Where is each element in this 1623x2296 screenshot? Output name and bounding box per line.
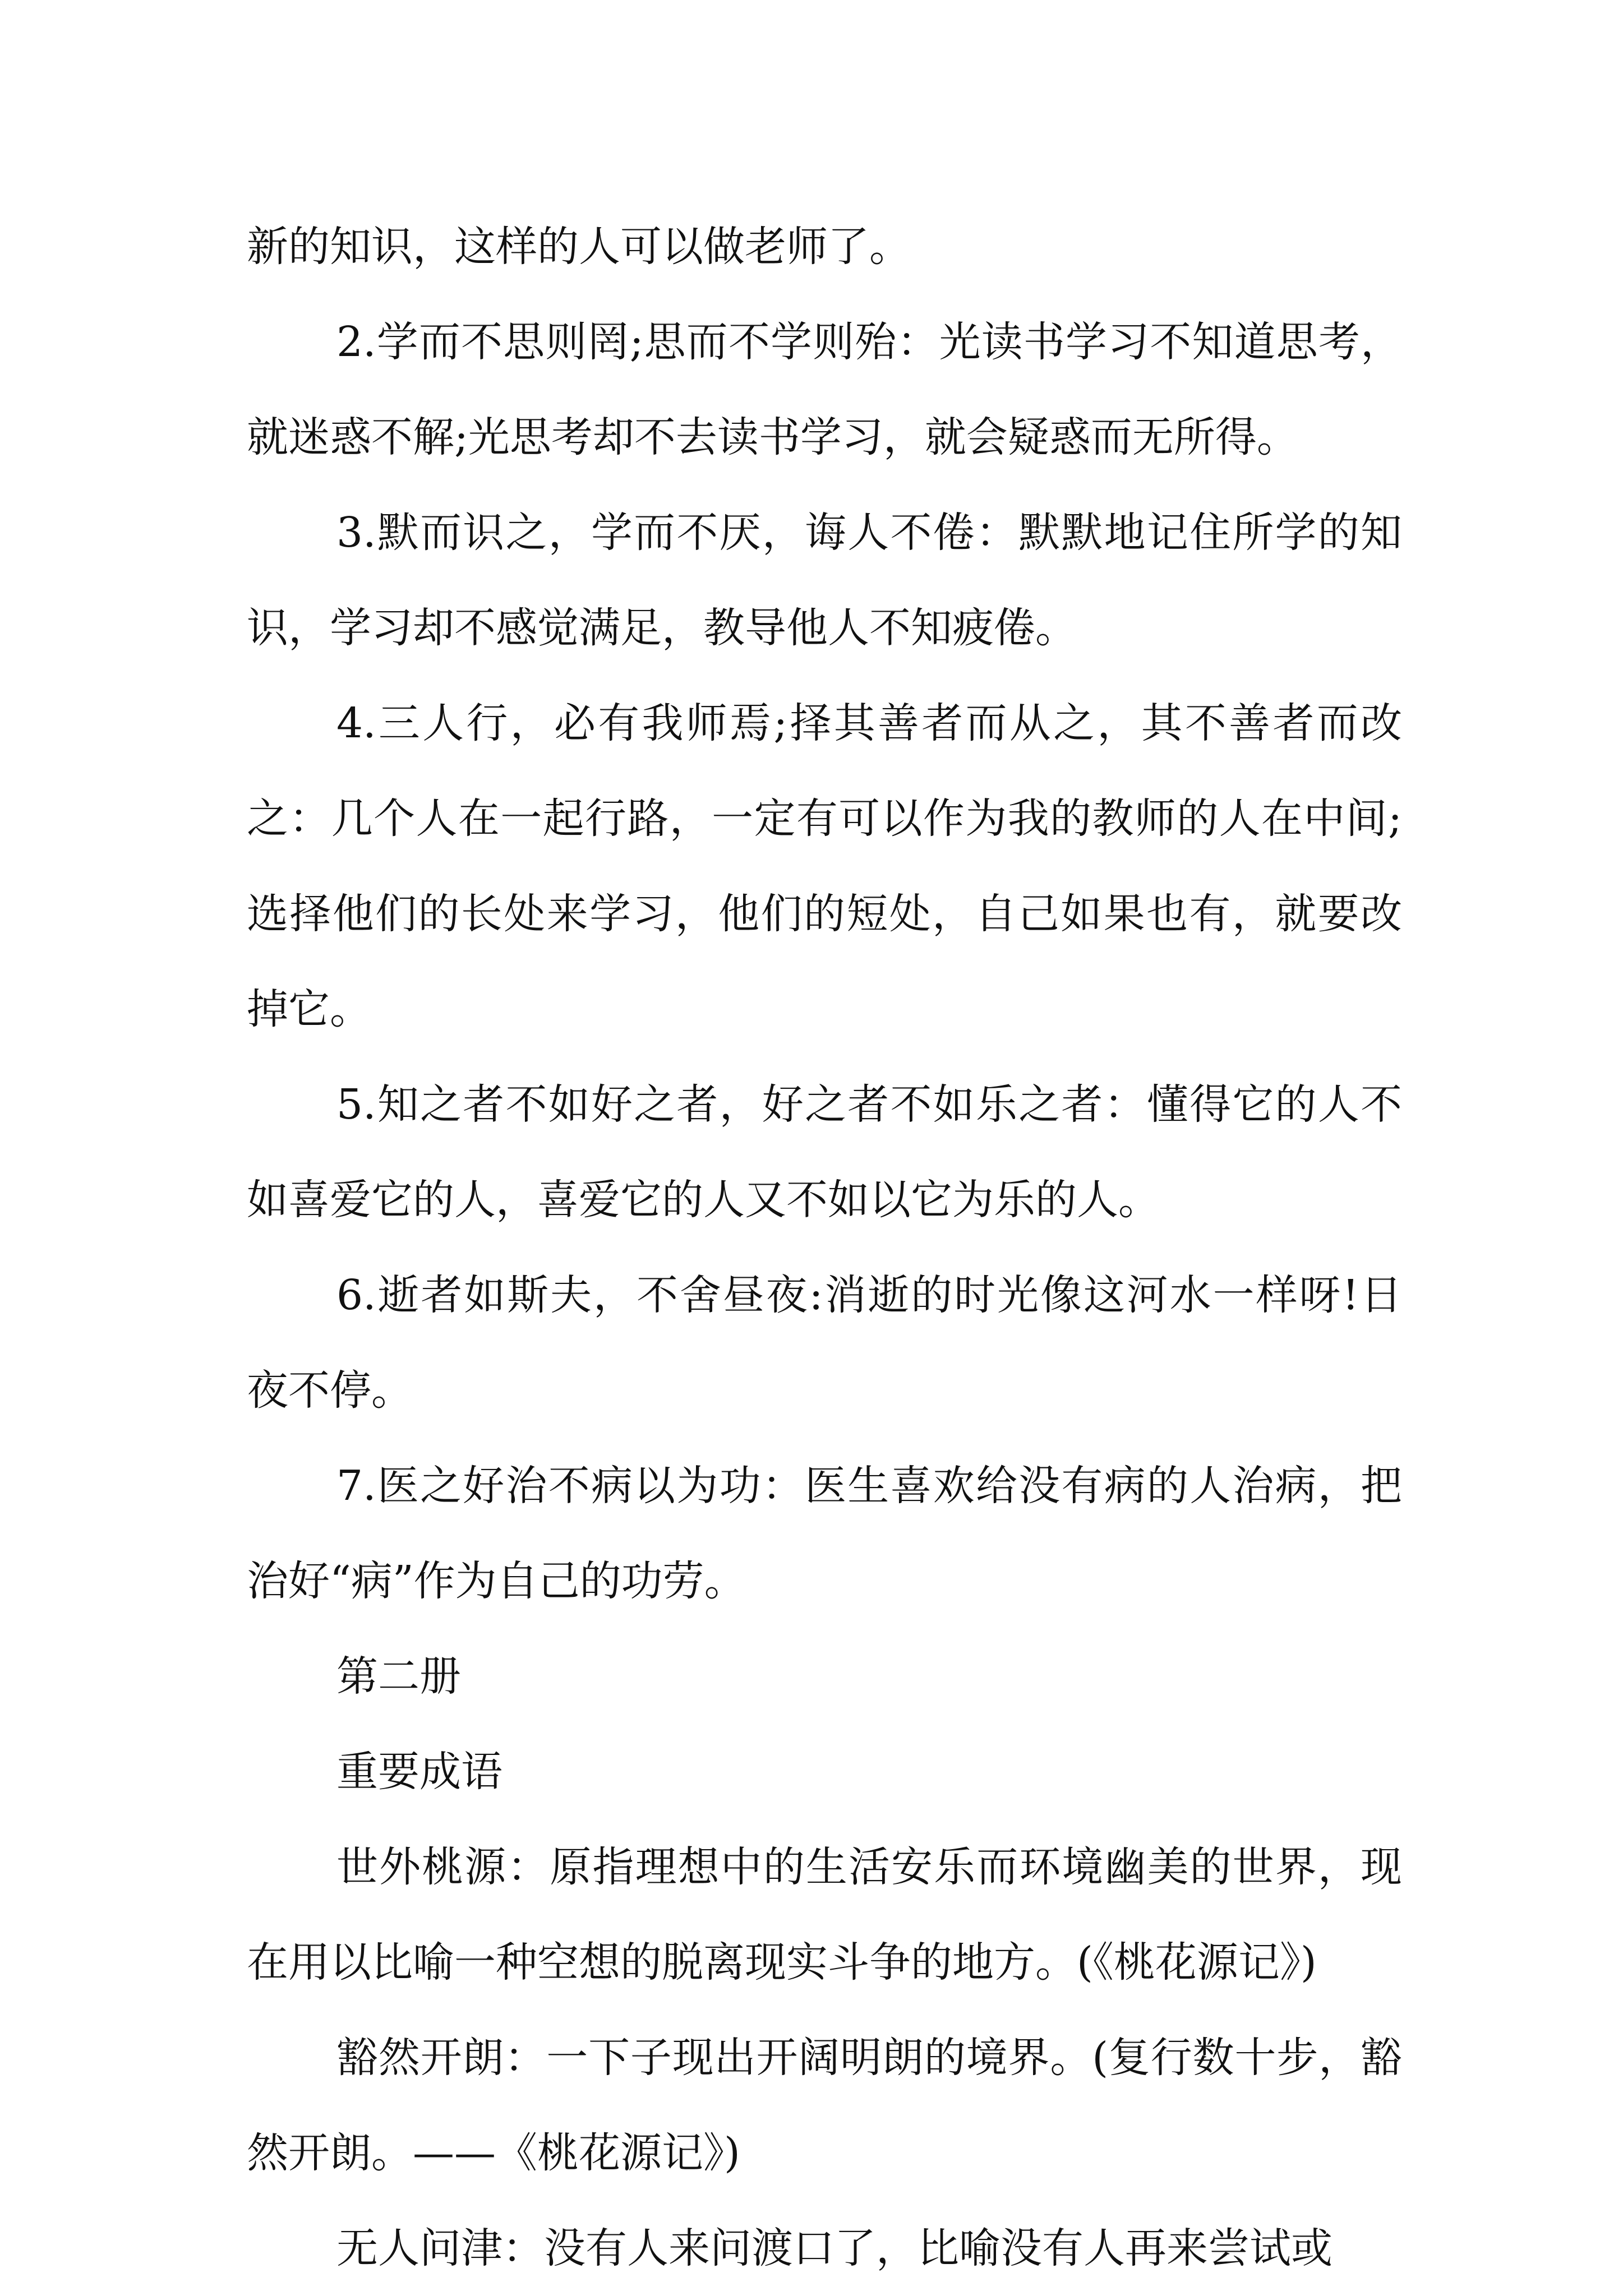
paragraph-7: 7.医之好治不病以为功：医生喜欢给没有病的人治病，把治好“病”作为自己的功劳。 [247,1462,1402,1605]
paragraph-3: 3.默而识之，学而不厌，诲人不倦：默默地记住所学的知识，学习却不感觉满足，教导他人不知疲倦。 [247,509,1402,652]
paragraph-1: 新的知识，这样的人可以做老师了。 [247,223,911,271]
paragraph-5: 5.知之者不如好之者，好之者不如乐之者：懂得它的人不如喜爱它的人，喜爱它的人又不如以它为乐的人。 [247,1080,1402,1224]
paragraph-2: 2.学而不思则罔;思而不学则殆：光读书学习不知道思考，就迷惑不解;光思考却不去读书学习，就会疑惑而无所得。 [247,318,1402,461]
paragraph-6: 6.逝者如斯夫，不舍昼夜:消逝的时光像这河水一样呀!日夜不停。 [247,1271,1402,1415]
document-body [247,199,1402,2296]
section-heading-idioms: 重要成语 [336,1748,502,1796]
idiom-entry-3: 无人问津：没有人来问渡口了，比喻没有人再来尝试或 [336,2224,1332,2272]
idiom-entry-2: 豁然开朗：一下子现出开阔明朗的境界。(复行数十步，豁然开朗。——《桃花源记》) [247,2034,1402,2177]
section-heading-volume: 第二册 [336,1652,461,1701]
idiom-entry-1: 世外桃源：原指理想中的生活安乐而环境幽美的世界，现在用以比喻一种空想的脱离现实斗争的地方。(《桃花源记》) [247,1843,1402,1987]
paragraph-4: 4.三人行，必有我师焉;择其善者而从之，其不善者而改之：几个人在一起行路，一定有可以作为我的教师的人在中间;选择他们的长处来学习，他们的短处，自己如果也有，就要改掉它。 [247,699,1402,1033]
